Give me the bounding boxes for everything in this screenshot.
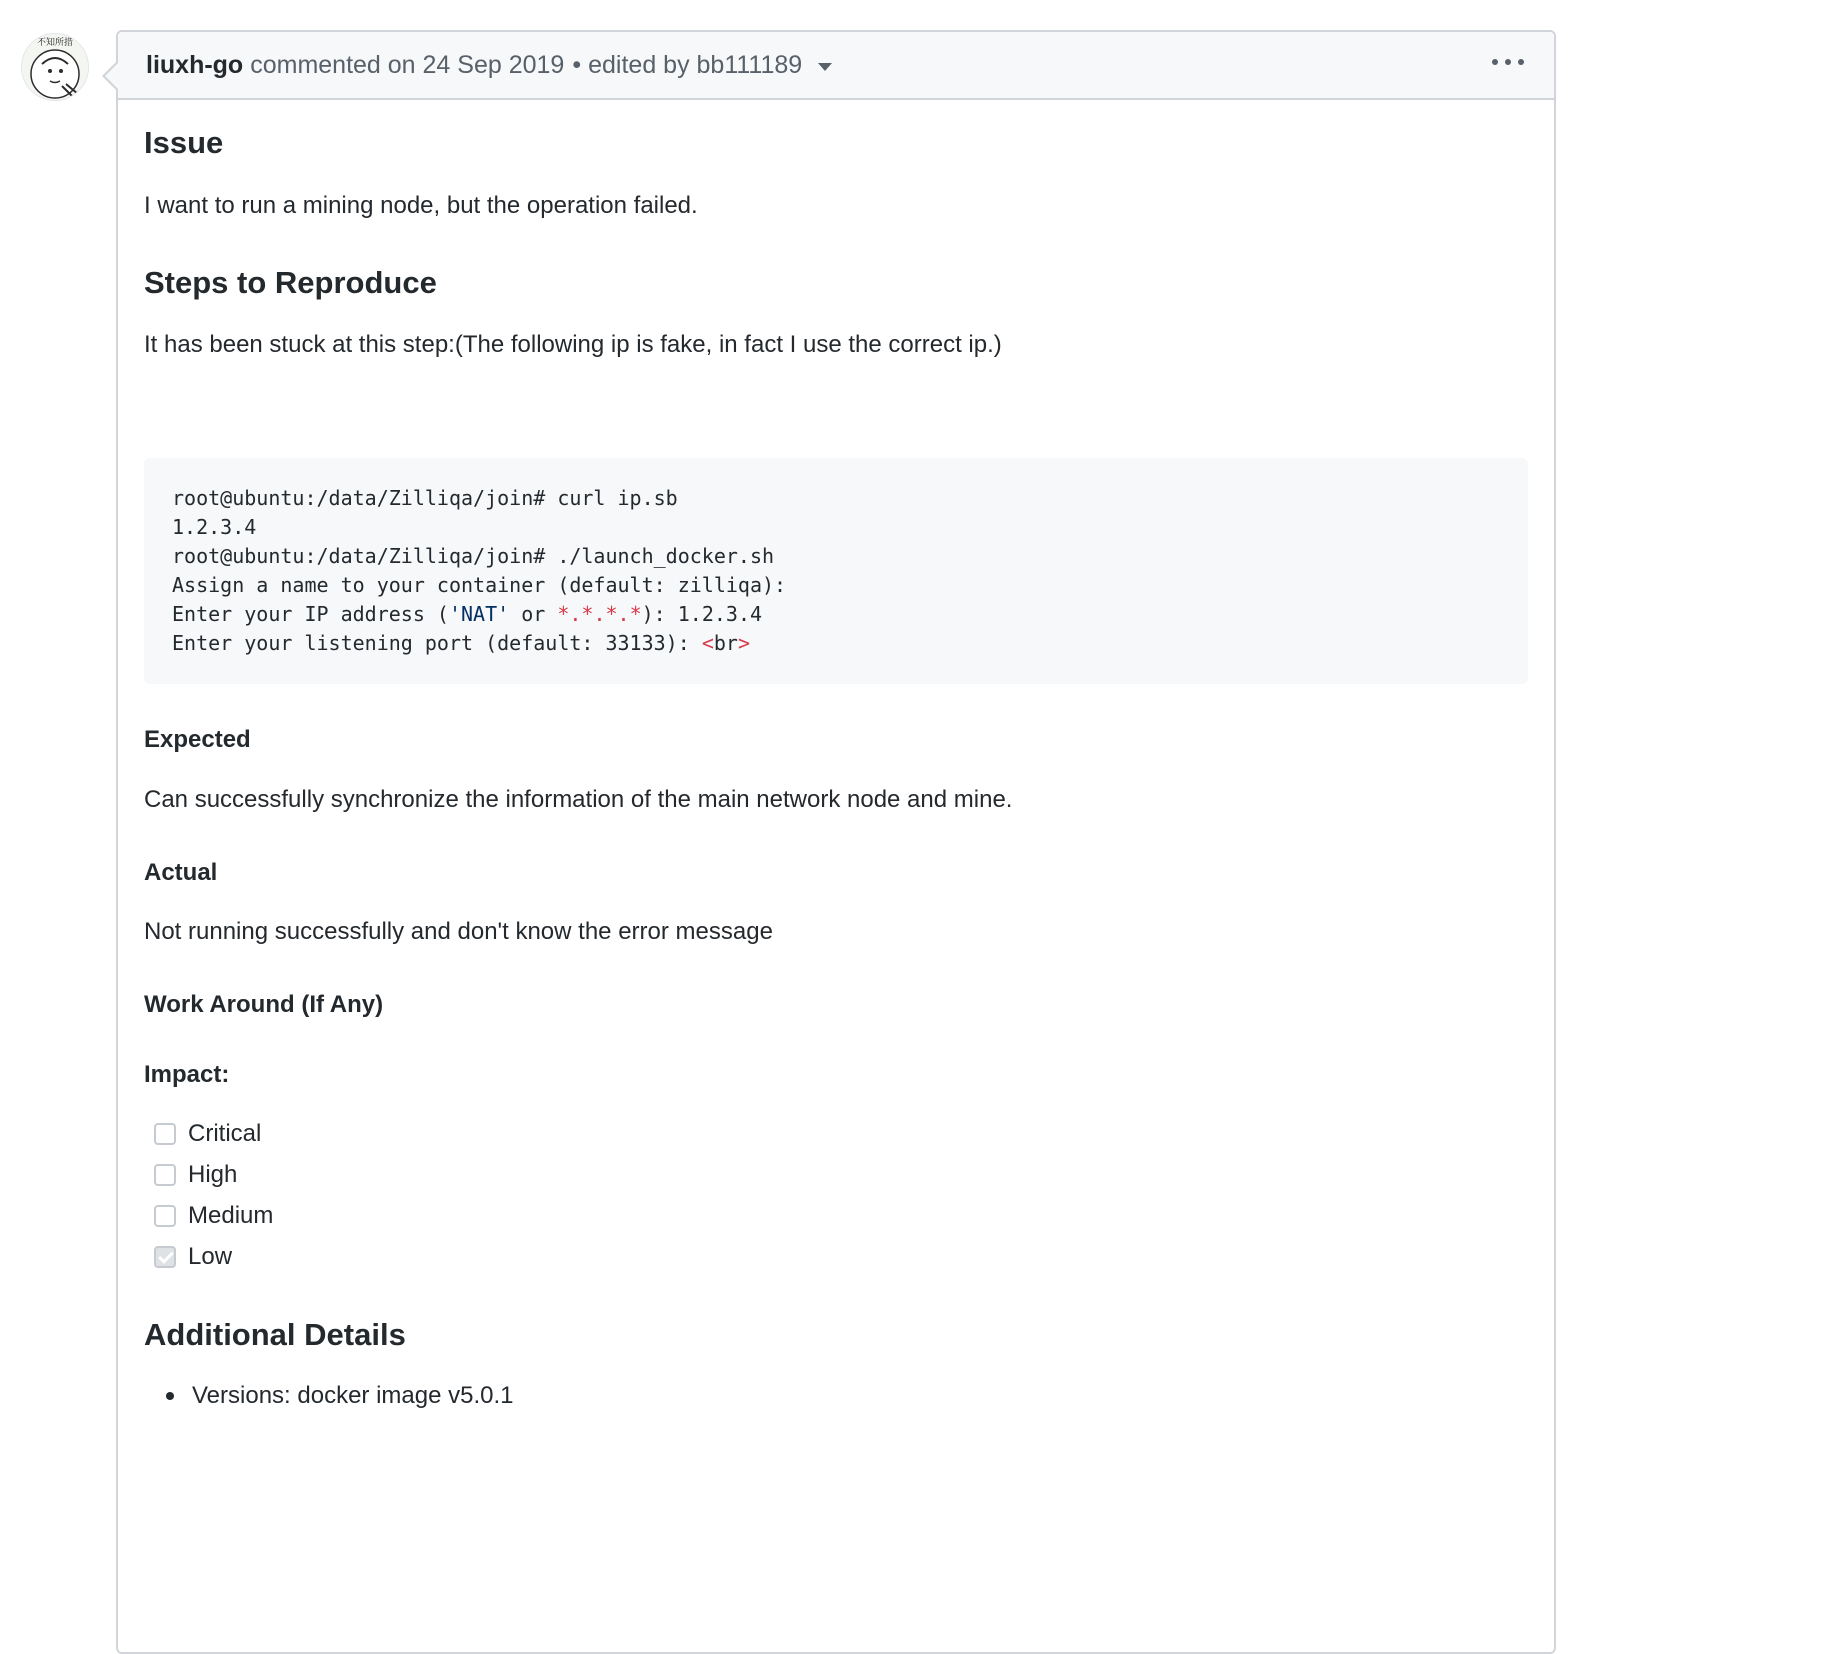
avatar-caption: 不知所措 xyxy=(36,38,74,48)
heading-actual: Actual xyxy=(144,859,218,886)
paragraph-steps: It has been stuck at this step:(The following ip is fake, in fact I use the correct ip.) xyxy=(144,331,1002,358)
code-line xyxy=(172,600,1500,629)
code-text: or xyxy=(509,602,558,626)
heading-steps: Steps to Reproduce xyxy=(144,265,437,300)
task-item-high xyxy=(154,1161,237,1189)
paragraph-actual: Not running successfully and don't know the error message xyxy=(144,918,773,945)
code-text: Enter your IP address ( xyxy=(172,602,449,626)
checkbox-critical[interactable] xyxy=(154,1123,176,1145)
task-item-medium xyxy=(154,1202,273,1230)
edited-by[interactable]: edited by bb111189 xyxy=(588,50,803,79)
avatar-image xyxy=(22,34,88,100)
code-tag-bracket: > xyxy=(737,631,750,655)
task-label: Low xyxy=(188,1243,233,1270)
comment-meta[interactable]: commented on 24 Sep 2019 xyxy=(250,50,565,79)
code-operator: *.*.*.* xyxy=(557,602,642,626)
code-line: root@ubuntu:/data/Zilliqa/join# curl ip.sb xyxy=(172,486,678,510)
checkbox-high[interactable] xyxy=(154,1164,176,1186)
code-tag-name: br xyxy=(713,631,738,655)
code-tag-bracket: < xyxy=(701,631,714,655)
code-block[interactable] xyxy=(144,458,1528,684)
heading-impact: Impact: xyxy=(144,1061,230,1088)
issue-comment xyxy=(116,30,1556,1654)
triangle-down-icon[interactable] xyxy=(818,63,832,71)
comment-pointer xyxy=(102,60,118,92)
bullet xyxy=(166,1392,174,1400)
author-link[interactable]: liuxh-go xyxy=(146,50,244,79)
code-text: ): 1.2.3.4 xyxy=(641,602,763,626)
checkbox-low[interactable] xyxy=(154,1246,176,1268)
heading-expected: Expected xyxy=(144,726,251,753)
task-label: Critical xyxy=(188,1120,262,1147)
list-item-text: Versions: docker image v5.0.1 xyxy=(192,1382,514,1409)
heading-workaround: Work Around (If Any) xyxy=(144,991,384,1018)
code-line xyxy=(172,629,1500,658)
task-item-low xyxy=(154,1243,232,1271)
checkbox-medium[interactable] xyxy=(154,1205,176,1227)
task-label: High xyxy=(188,1161,238,1188)
paragraph-issue: I want to run a mining node, but the operation failed. xyxy=(144,192,698,219)
code-line: 1.2.3.4 xyxy=(172,515,257,539)
list-item xyxy=(166,1382,514,1410)
task-item-critical xyxy=(154,1120,261,1148)
comment-header xyxy=(118,32,1554,100)
heading-additional: Additional Details xyxy=(144,1317,406,1352)
heading-issue: Issue xyxy=(144,125,224,160)
meta-separator: • xyxy=(572,50,582,79)
kebab-horizontal-icon[interactable] xyxy=(1492,52,1524,72)
code-line: Assign a name to your container (default: zilliqa): xyxy=(172,573,787,597)
avatar[interactable] xyxy=(22,34,88,100)
code-string: 'NAT' xyxy=(448,602,510,626)
code-text: Enter your listening port (default: 33133): xyxy=(172,631,702,655)
paragraph-expected: Can successfully synchronize the information of the main network node and mine. xyxy=(144,786,1013,813)
task-label: Medium xyxy=(188,1202,274,1229)
code-line: root@ubuntu:/data/Zilliqa/join# ./launch_docker.sh xyxy=(172,544,775,568)
